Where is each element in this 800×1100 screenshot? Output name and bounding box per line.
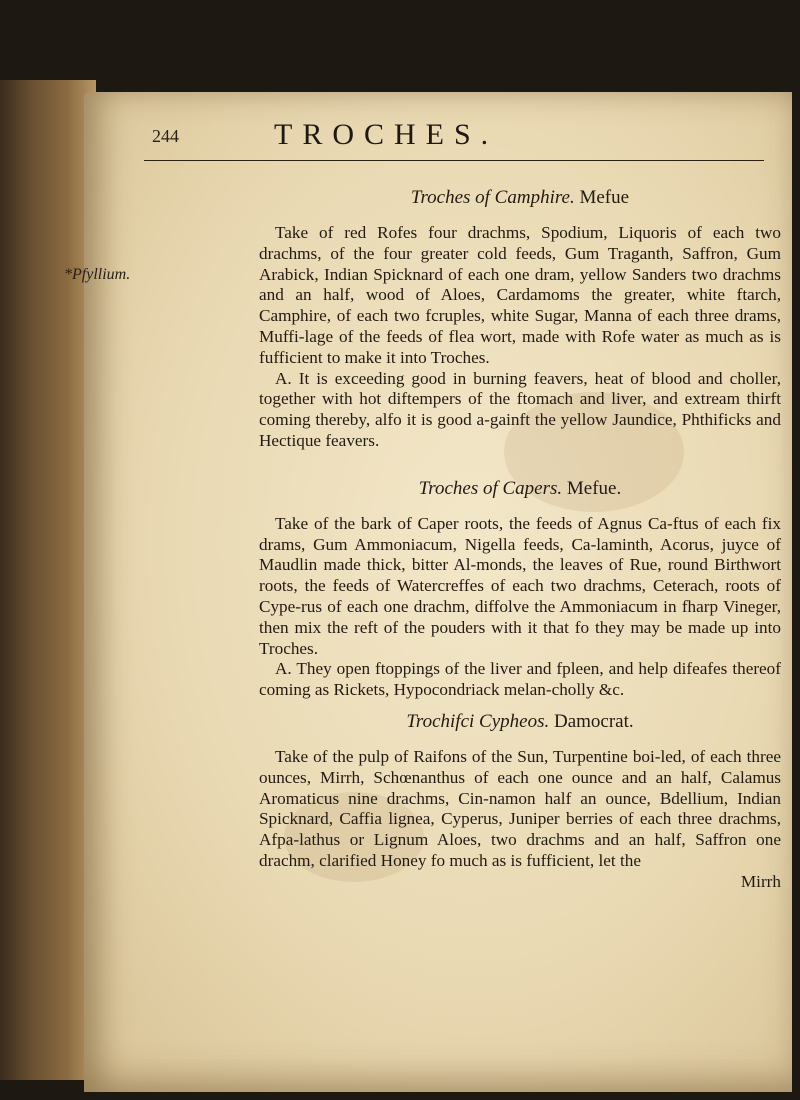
paragraph: Take of the bark of Caper roots, the feeds of Agnus Ca-ftus of each fix drams, Gum Ammoniacum, Nigella feeds, Ca-laminth, Acorus, juyce of Maudlin made thick, bitter Al-monds, the leaves of Rue, round Birthwort roots, the feeds of Watercreffes of each two drachms, Ceterach, roots of Cype-rus of each one drachm, diffolve the Ammoniacum in fharp Vineger, then mix the reft of the pouders with it that fo they may be made up into Troches. <box>259 513 781 658</box>
section-title-italic: Troches of Capers. <box>418 477 563 499</box>
paragraph: Take of red Rofes four drachms, Spodium, Liquoris of each two drachms, of the four greater cold feeds, Gum Traganth, Saffron, Gum Arabick, Indian Spicknard of each one dram, yellow Sanders two drachms and an half, wood of Aloes, Cardamoms the greater, white ftarch, Camphire, of each two fcruples, white Sugar, Manna of each three drams, Muffi-lage of the feeds of flea wort, made with Rofe water as much as is fufficient to make it into Troches. <box>259 223 781 367</box>
section-author: Mefue. <box>566 477 622 499</box>
paragraph: A. It is exceeding good in burning feavers, heat of blood and choller, together with hot diftempers of the ftomach and liver, and extream thirft coming thereby, alfo it is good a-gainft the yellow Jaundice, Phthificks and Hectique feavers. <box>259 368 781 450</box>
paragraph: A. They open ftoppings of the liver and fpleen, and help difeafes thereof coming as Rickets, Hypocondriack melan-cholly &c. <box>259 659 781 700</box>
page-number: 244 <box>152 126 179 146</box>
section-author: Damocrat. <box>553 710 634 732</box>
margin-note: *Pfyllium. <box>64 266 131 283</box>
section-title <box>259 711 781 733</box>
section-title <box>259 187 781 209</box>
section-title-italic: Trochifci Cypheos. <box>406 710 550 732</box>
section-title-italic: Troches of Camphire. <box>410 187 575 208</box>
catchword: Mirrh <box>740 871 781 891</box>
paragraph: Take of the pulp of Raifons of the Sun, Turpentine boi-led, of each three ounces, Mirrh, Schœnanthus of each one ounce and an half, Calamus Aromaticus nine drachms, Cin-namon half an ounce, Bdellium, Indian Spicknard, Caffia lignea, Cyperus, Juniper berries of each three drachms, Afpa-lathus or Lignum Aloes, two drachms and an half, Saffron one drachm, clarified Honey fo much as is fufficient, let the <box>259 746 781 870</box>
section-author: Mefue <box>579 187 630 208</box>
book-spine <box>0 80 96 1080</box>
section-title <box>259 478 781 500</box>
running-head: TROCHES. <box>274 118 499 151</box>
page-sheet <box>64 92 792 1092</box>
body-text <box>259 187 781 893</box>
